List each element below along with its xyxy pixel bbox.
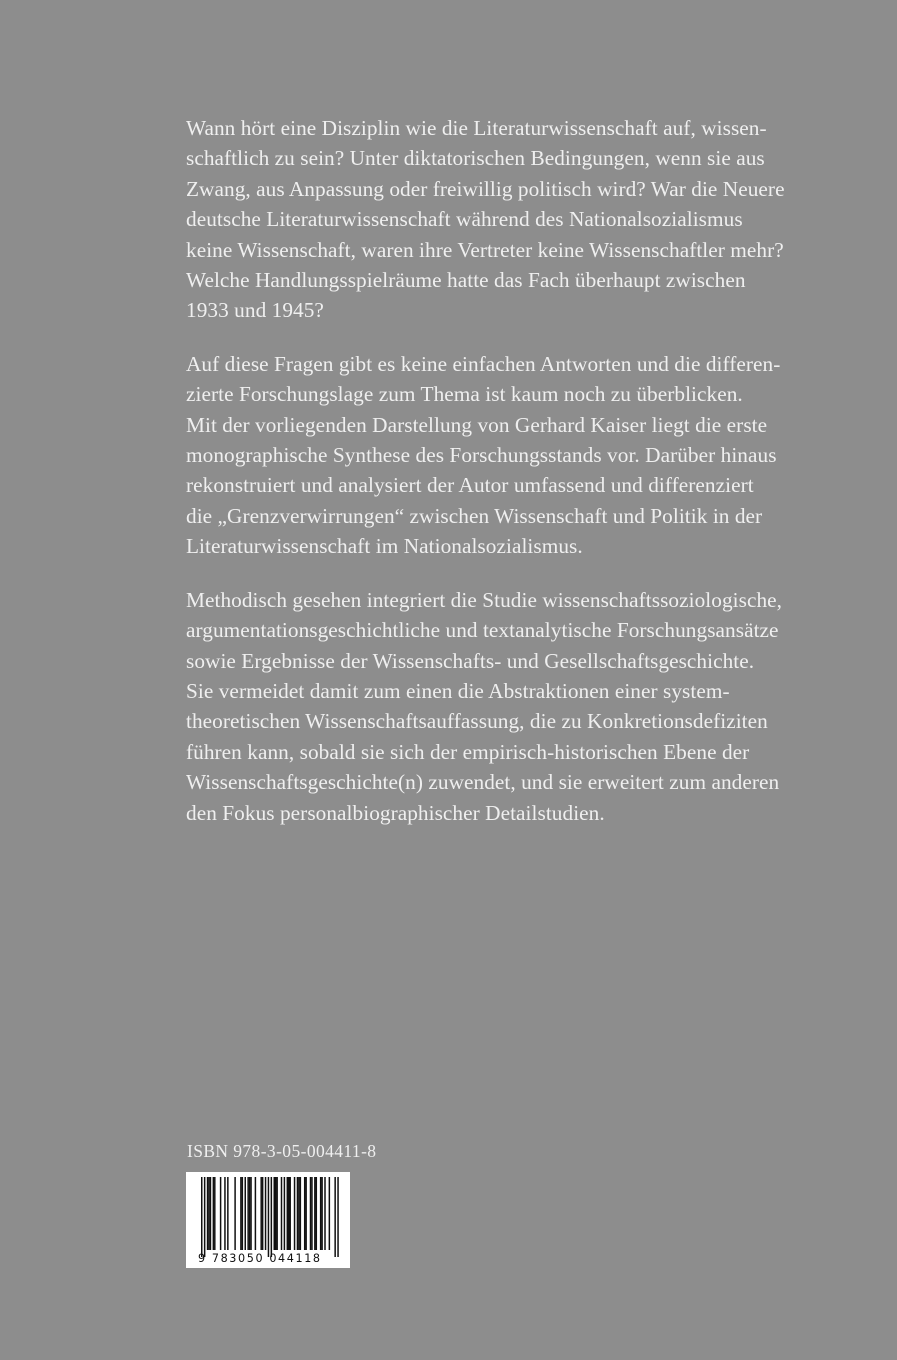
barcode-bar [213, 1177, 215, 1250]
barcode-bar [260, 1177, 262, 1250]
barcode-bar [262, 1177, 264, 1250]
barcode-bar [249, 1177, 251, 1250]
barcode-bar [201, 1177, 203, 1257]
barcode-bar [255, 1177, 257, 1250]
barcode-bar [297, 1177, 299, 1250]
barcode-bar [276, 1177, 278, 1250]
barcode-bar [287, 1177, 289, 1250]
barcode-bar [210, 1177, 212, 1250]
barcode-bar [316, 1177, 318, 1250]
barcode-bar [204, 1177, 206, 1257]
blurb-paragraph-2: Auf diese Fragen gibt es keine einfachen Antworten und die differen- zierte Forschungslage zum Thema ist kaum noch zu überblicken. Mit der vorliegenden Darstellung von Gerhard Kaiser liegt die erste monographische Synthese des Forschungsstands vor. Darüber hinaus rekonstruiert und analysiert der Autor umfassend und differenziert die „Grenzverwirrungen“ zwischen Wissenschaft und Politik in der Literaturwissenschaft im Nationalsozialismus. [186, 351, 781, 559]
barcode-bar [298, 1177, 300, 1250]
barcode-bar [284, 1177, 286, 1250]
barcode-bar [268, 1177, 270, 1257]
barcode-bar [242, 1177, 244, 1250]
barcode-bar [289, 1177, 291, 1250]
isbn-label: ISBN 978-3-05-004411-8 [187, 1141, 377, 1161]
barcode-bar [314, 1177, 316, 1250]
barcode-bar [321, 1177, 323, 1250]
barcode-bar [324, 1177, 326, 1250]
barcode-bar [304, 1177, 306, 1250]
barcode-bar [337, 1177, 339, 1257]
barcode-bar [281, 1177, 283, 1250]
barcode-bar [265, 1177, 267, 1250]
barcode-bar [334, 1177, 336, 1257]
barcode-bar [224, 1177, 226, 1250]
barcode-bar [245, 1177, 247, 1250]
barcode-bar [250, 1177, 252, 1250]
barcode-bar [247, 1177, 249, 1250]
barcode-bar [288, 1177, 290, 1250]
blurb-paragraph-3: Methodisch gesehen integriert die Studie wissenschaftssoziologische, argumentationsgeschichtliche und textanalytische Forschungsansätze sowie Ergebnisse der Wissenschafts- und Gesellschaftsgeschichte. Sie vermeidet damit zum einen die Abstraktionen einer system- theoretischen Wissenschaftsauffassung, die zu Konkretionsdefiziten führen kann, sobald sie sich der empirisch-historischen Ebene der Wissenschaftsgeschichte(n) zuwendet, und sie erweitert zum anderen den Fokus personalbiographischer Detailstudien. [186, 587, 783, 825]
barcode-bar [240, 1177, 242, 1250]
barcode-bar [300, 1177, 302, 1250]
barcode-bar [227, 1177, 229, 1250]
barcode-bar [311, 1177, 313, 1250]
barcode-bar [234, 1177, 236, 1250]
barcode-bar [271, 1177, 273, 1257]
barcode-bar [310, 1177, 312, 1250]
barcode-bar [274, 1177, 276, 1250]
blurb-paragraph-1: Wann hört eine Disziplin wie die Literaturwissenschaft auf, wissen- schaftlich zu sein? Unter diktatorischen Bedingungen, wenn sie aus Zwang, aus Anpassung oder freiwillig politisch wird? War die Neuere deutsche Literaturwissenschaft während des Nationalsozialismus keine Wissenschaft, waren ihre Vertreter keine Wissenschaftler mehr? Welche Handlungsspielräume hatte das Fach überhaupt zwischen 1933 und 1945? [186, 116, 785, 323]
barcode-bar [220, 1177, 222, 1250]
blurb-text [186, 113, 814, 851]
barcode-bar [208, 1177, 210, 1250]
barcode-bar [294, 1177, 296, 1250]
barcode-bar [305, 1177, 307, 1250]
barcode-bar [214, 1177, 216, 1250]
barcode-bar [275, 1177, 277, 1250]
barcode-digits: 9 783050 044118 [198, 1252, 322, 1265]
barcode-bar [329, 1177, 331, 1250]
barcode-bar [320, 1177, 322, 1250]
isbn-barcode [186, 1172, 350, 1268]
barcode-bar [207, 1177, 209, 1250]
